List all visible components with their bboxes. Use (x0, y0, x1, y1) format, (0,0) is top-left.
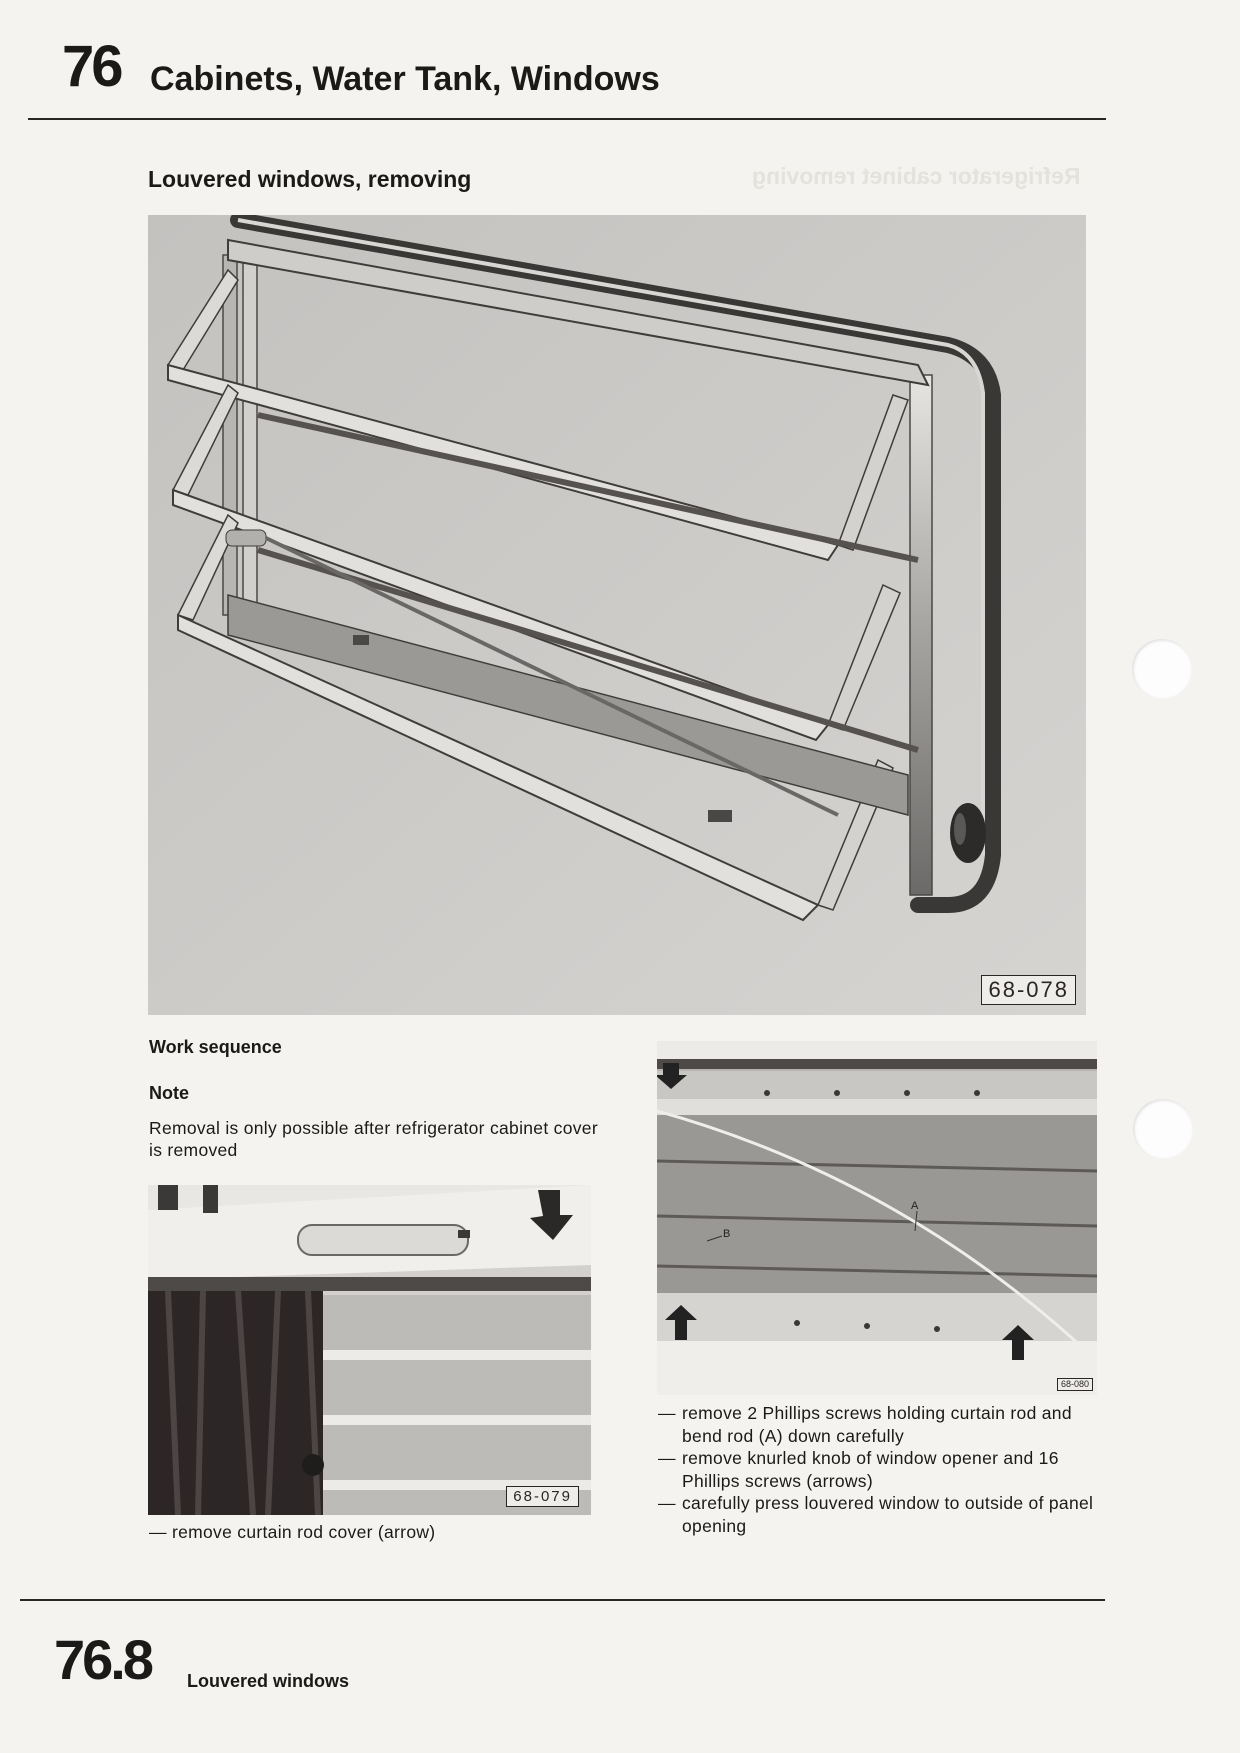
bleed-through-title: Refrigerator cabinet removing (752, 163, 1081, 189)
callout-a: A (911, 1200, 919, 1212)
step-item (658, 1402, 1098, 1447)
callout-b: B (723, 1228, 731, 1240)
chapter-title: Cabinets, Water Tank, Windows (150, 60, 660, 98)
header-divider (28, 118, 1106, 120)
left-caption-text: remove curtain rod cover (arrow) (171, 1522, 436, 1542)
window-screws-illustration (657, 1041, 1097, 1395)
note-text: Removal is only possible after refrigerator cabinet cover is removed (149, 1118, 598, 1160)
work-sequence-heading: Work sequence (149, 1037, 282, 1057)
chapter-number: 76 (62, 34, 121, 99)
figure-label-left: 68-079 (506, 1486, 579, 1507)
footer-title: Louvered windows (187, 1671, 350, 1691)
step-list (658, 1402, 1098, 1537)
louvered-window-photo (148, 215, 1086, 1015)
section-title: Louvered windows, removing (148, 166, 472, 192)
step-item (658, 1447, 1098, 1492)
figure-label-right: 68-080 (1057, 1378, 1093, 1391)
step-item (658, 1492, 1098, 1537)
left-caption (149, 1521, 589, 1543)
step-dash: — (658, 1403, 676, 1423)
curtain-rod-cover-photo (148, 1185, 591, 1515)
louvered-window-illustration (148, 215, 1086, 1015)
left-caption-dash: — (149, 1522, 167, 1542)
step-text: remove 2 Phillips screws holding curtain rod and bend rod (A) down carefully (682, 1403, 1072, 1446)
step-text: carefully press louvered window to outside of panel opening (682, 1493, 1094, 1536)
step-dash: — (658, 1493, 676, 1513)
footer-divider (20, 1599, 1105, 1601)
punch-hole-lower (1133, 1099, 1193, 1159)
curtain-rod-cover-illustration (148, 1185, 591, 1515)
step-dash: — (658, 1448, 676, 1468)
figure-label-main: 68-078 (981, 975, 1076, 1005)
punch-hole-upper (1132, 639, 1192, 699)
window-screws-photo (657, 1041, 1097, 1395)
step-text: remove knurled knob of window opener and 16 Phillips screws (arrows) (682, 1448, 1059, 1491)
page-number: 76.8 (54, 1628, 151, 1691)
note-heading: Note (149, 1083, 189, 1103)
